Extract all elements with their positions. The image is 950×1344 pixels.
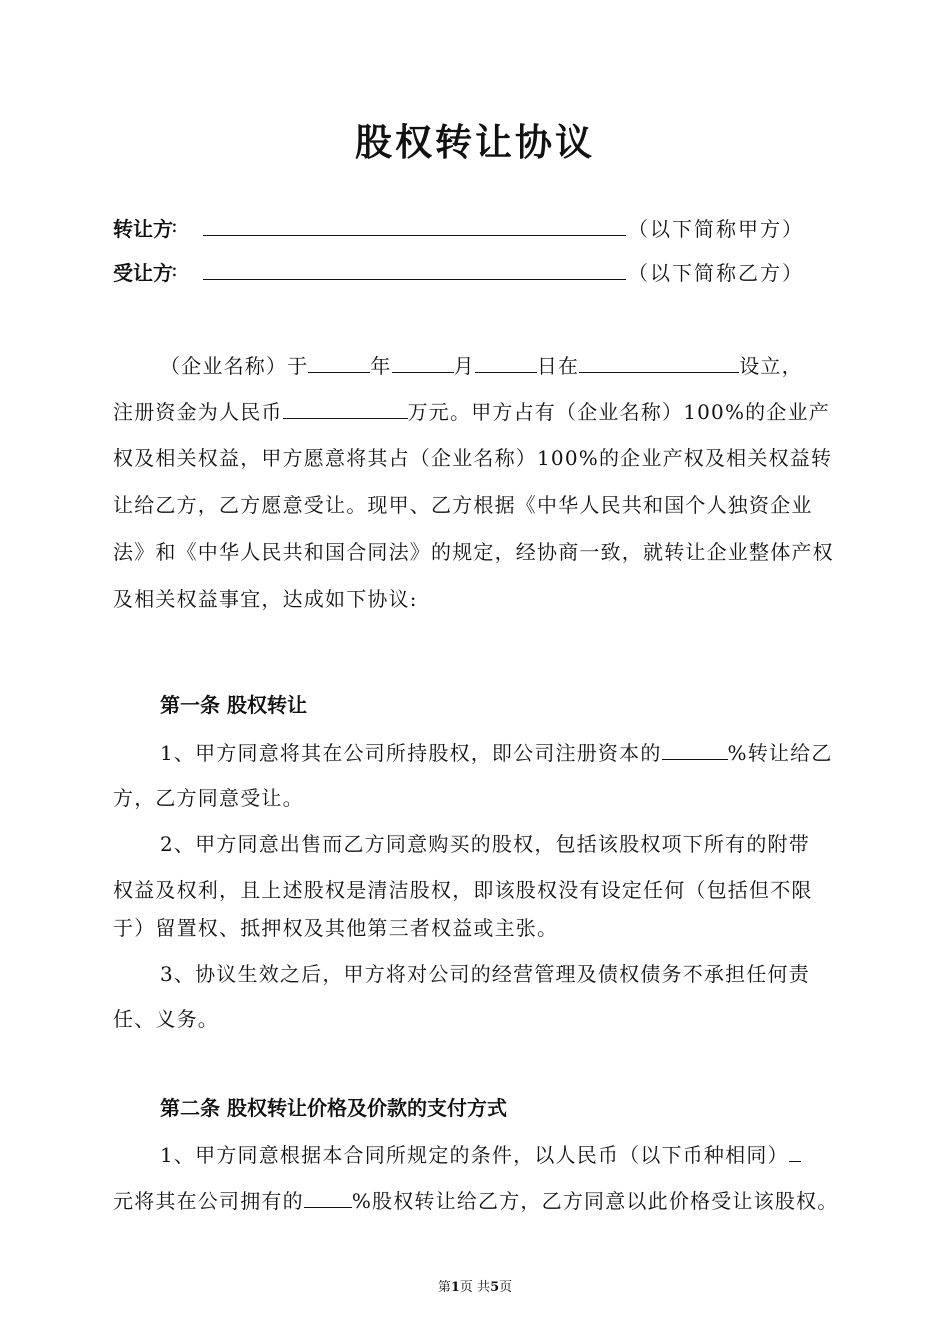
transferor-label: 转让方	[113, 217, 173, 241]
place-blank	[579, 350, 739, 373]
month-blank	[392, 350, 454, 373]
year-blank	[308, 350, 370, 373]
article-1-clause-2-cont2: 于）留置权、抵押权及其他第三者权益或主张。	[113, 916, 559, 940]
transferor-blank	[203, 235, 626, 236]
page-total: 5	[490, 1280, 500, 1295]
clause-text: %转让给乙	[727, 741, 833, 765]
preamble-text: 万元。甲方占有（企业名称）100%的企业产	[407, 400, 830, 424]
day-blank	[475, 350, 537, 373]
preamble-text: 注册资金为人民币	[113, 400, 283, 424]
share-percent-blank	[304, 1185, 352, 1208]
clause-text: 1、甲方同意将其在公司所持股权，即公司注册资本的	[160, 741, 662, 765]
preamble-line-4: 让给乙方，乙方愿意受让。现甲、乙方根据《中华人民共和国个人独资企业	[113, 493, 813, 517]
transferor-colon: :	[171, 213, 178, 237]
price-blank	[789, 1139, 801, 1162]
article-2-clause-1-cont	[113, 1185, 843, 1215]
preamble-text: （企业名称）于	[160, 354, 309, 378]
article-1-clause-1	[160, 737, 890, 767]
month-label: 月	[453, 354, 475, 378]
clause-text: 1、甲方同意根据本合同所规定的条件，以人民币（以下币种相同）	[160, 1143, 789, 1167]
clause-text: 元将其在公司拥有的	[113, 1189, 304, 1213]
capital-blank	[283, 396, 408, 419]
article-1-heading: 第一条 股权转让	[160, 693, 307, 717]
page-number: 1	[450, 1280, 460, 1295]
preamble-line-2	[113, 396, 843, 426]
article-1-clause-1-cont: 方，乙方同意受让。	[113, 786, 304, 810]
article-1-clause-2: 2、甲方同意出售而乙方同意购买的股权，包括该股权项下所有的附带	[160, 832, 810, 856]
article-2-heading: 第二条 股权转让价格及价款的支付方式	[160, 1096, 507, 1120]
article-2-clause-1	[160, 1139, 890, 1169]
day-label: 日在	[536, 354, 580, 378]
preamble-text: 设立，	[739, 354, 803, 378]
transferee-label: 受让方	[113, 261, 173, 285]
clause-text: %股权转让给乙方，乙方同意以此价格受让该股权。	[351, 1189, 839, 1213]
transferee-blank	[203, 279, 626, 280]
year-label: 年	[370, 354, 392, 378]
preamble-line-5: 法》和《中华人民共和国合同法》的规定，经协商一致，就转让企业整体产权	[113, 540, 834, 564]
transferor-note: （以下简称甲方）	[628, 217, 804, 241]
footer-text: 页 共	[459, 1280, 491, 1295]
footer-text: 第	[437, 1280, 451, 1295]
footer-text: 页	[499, 1280, 513, 1295]
preamble-line-6: 及相关权益事宜，达成如下协议:	[113, 587, 418, 611]
page-footer	[0, 1276, 950, 1295]
article-1-clause-2-cont: 权益及权利，且上述股权是清洁股权，即该股权没有设定任何（包括但不限	[113, 878, 813, 902]
preamble-line-1	[160, 350, 890, 380]
article-1-clause-3-cont: 任、义务。	[113, 1007, 219, 1031]
transferee-colon: :	[171, 257, 178, 281]
preamble-line-3: 权及相关权益，甲方愿意将其占（企业名称）100%的企业产权及相关权益转	[113, 446, 833, 470]
transferee-note: （以下简称乙方）	[628, 261, 804, 285]
percent-blank	[662, 737, 728, 760]
article-1-clause-3: 3、协议生效之后，甲方将对公司的经营管理及债权债务不承担任何责	[160, 962, 810, 986]
document-title: 股权转让协议	[355, 121, 595, 164]
